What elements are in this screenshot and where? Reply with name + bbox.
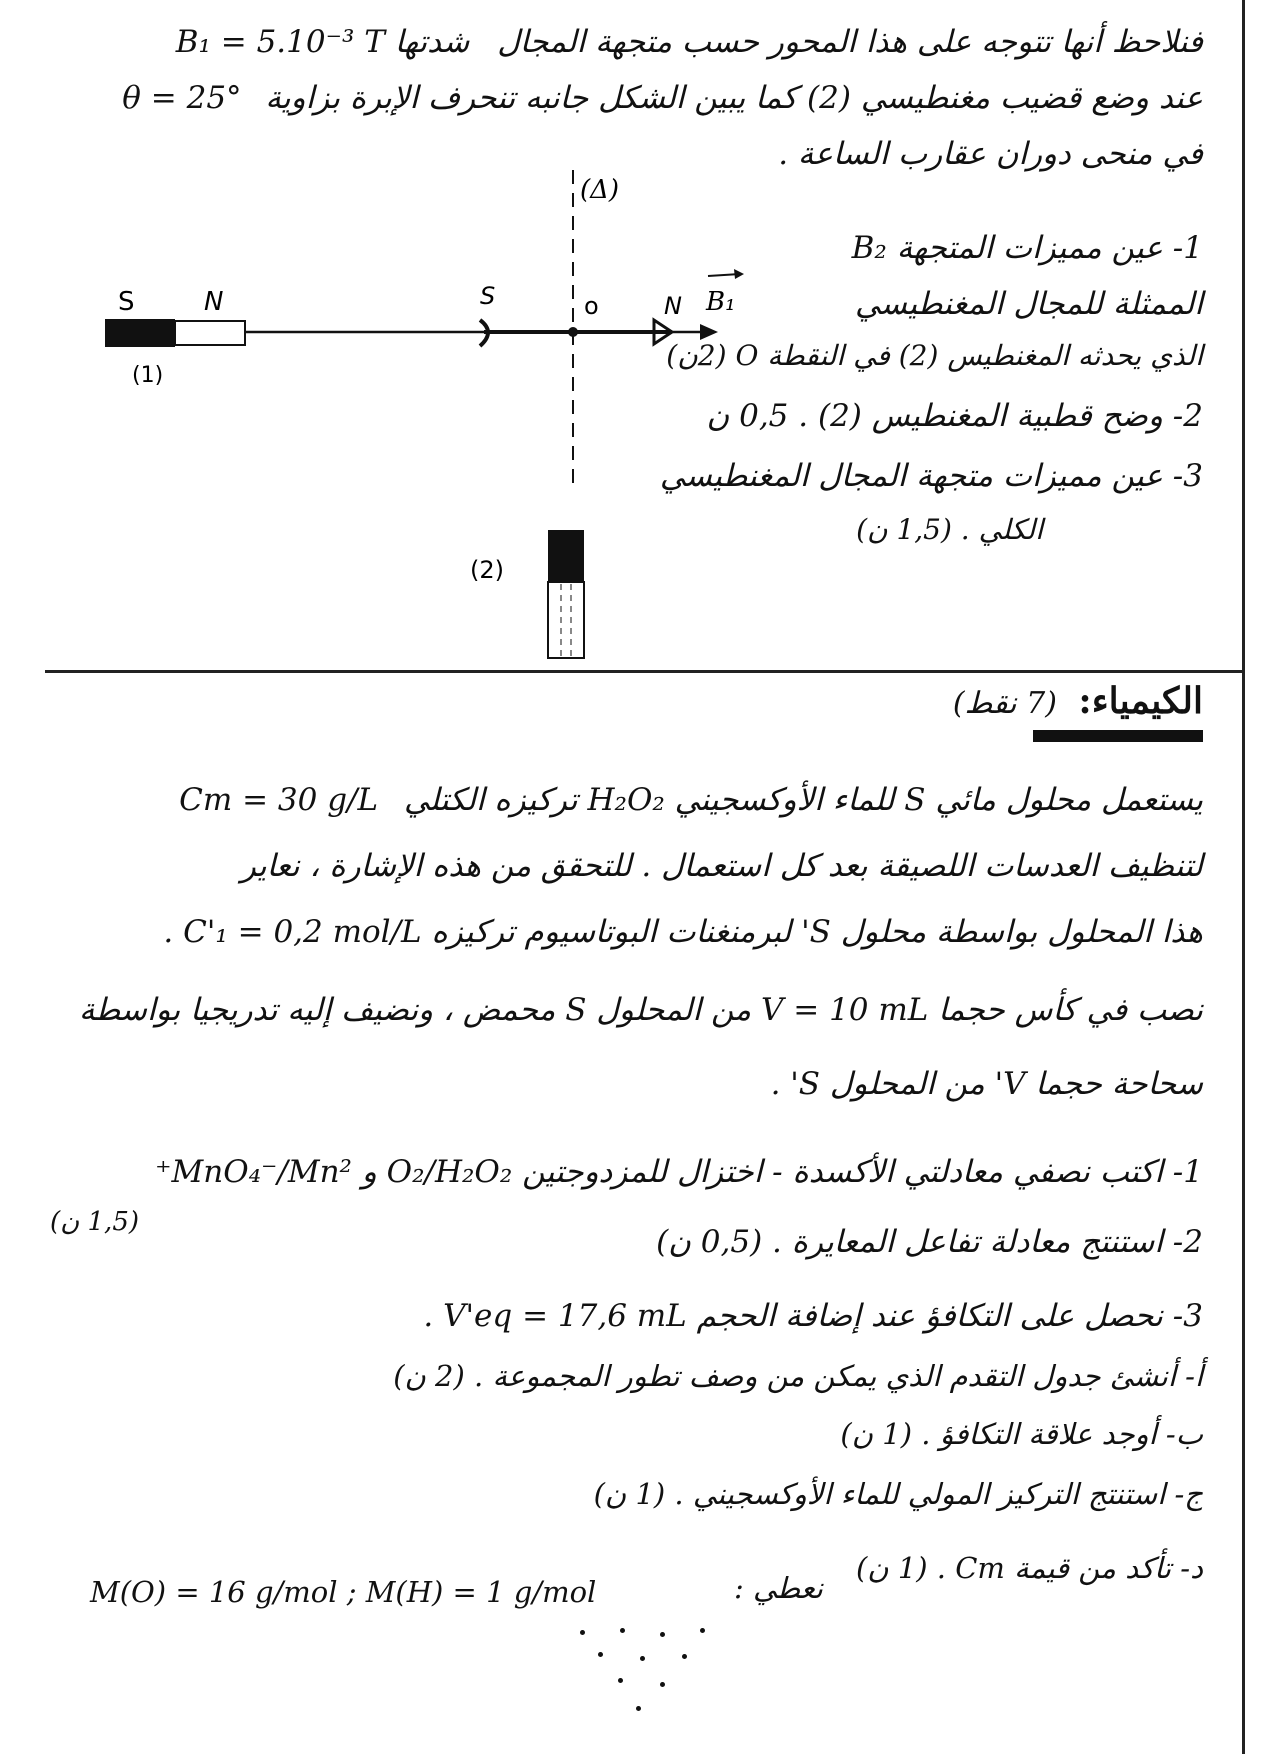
question-1a: 1- عين مميزات المتجهة B₂ (851, 230, 1203, 266)
dot (660, 1632, 665, 1637)
vector-b1-label: B₁ (706, 287, 736, 317)
dot (640, 1656, 645, 1661)
intro-line-1 (176, 22, 1203, 62)
dot (682, 1654, 687, 1659)
chem-question-1-points: (1,5 ن) (50, 1207, 140, 1237)
question-3b: الكلي . (1,5 ن) (856, 513, 1043, 546)
dot (636, 1706, 641, 1711)
magnet-figure (0, 160, 800, 670)
dot (618, 1678, 623, 1683)
chem-question-3c: ج- استنتج التركيز المولي للماء الأوكسجيني . (1 ن) (593, 1477, 1203, 1511)
chem-question-1: 1- اكتب نصفي معادلتي الأكسدة - اختزال للمزدوجتين O₂/H₂O₂ و MnO₄⁻/Mn²⁺ (155, 1154, 1203, 1190)
axis-arrowhead (700, 324, 718, 340)
question-1b: الممثلة للمجال المغنطيسي (854, 286, 1203, 322)
chem-para-5: سحاحة حجما V' من المحلول S' . (770, 1066, 1203, 1102)
dot (620, 1628, 625, 1633)
chem-para-1-text: يستعمل محلول مائي S للماء الأوكسجيني H₂O₂ تركيزه الكتلي (403, 782, 1203, 818)
intro-line-2 (122, 78, 1203, 118)
b1-value: B₁ = 5.10⁻³ T شدتها (175, 24, 470, 60)
chem-para-1 (179, 780, 1203, 820)
chemistry-points: (7 نقط) (952, 686, 1057, 721)
section-divider (45, 670, 1242, 673)
chem-question-3d: د- تأكد من قيمة Cm . (1 ن) (855, 1551, 1203, 1585)
vector-b1-arrowhead (734, 269, 744, 279)
given-values: M(O) = 16 g/mol ; M(H) = 1 g/mol (90, 1575, 597, 1609)
dot (598, 1652, 603, 1657)
question-1c: الذي يحدثه المغنطيس (2) في النقطة O (2ن) (666, 339, 1203, 372)
magnet-2-dark (548, 530, 584, 582)
chem-para-2: لتنظيف العدسات اللصيقة بعد كل استعمال . للتحقق من هذه الإشارة ، نعاير (240, 848, 1203, 884)
chem-para-4: نصب في كأس حجما V = 10 mL من المحلول S محمض ، ونضيف إليه تدريجيا بواسطة (79, 992, 1203, 1028)
chemistry-title: الكيمياء: (1078, 680, 1203, 722)
given-label: نعطي : (733, 1571, 823, 1605)
intro-line-3: في منحى دوران عقارب الساعة . (778, 136, 1203, 172)
needle-n-label: N (664, 292, 682, 320)
intro-text-2: عند وضع قضيب مغنطيسي (2) كما يبين الشكل جانبه تنحرف الإبرة بزاوية (265, 80, 1203, 116)
chem-question-2: 2- استنتج معادلة تفاعل المعايرة . (0,5 ن) (656, 1224, 1203, 1260)
theta-value: θ = 25° (122, 80, 242, 116)
delta-label: (Δ) (580, 175, 620, 205)
dot (660, 1682, 665, 1687)
heading-underline (1033, 730, 1203, 742)
needle-s-label: S (480, 282, 496, 310)
magnet-1-south (105, 319, 175, 347)
page-border-right (1242, 0, 1245, 1754)
chem-question-3b: ب- أوجد علاقة التكافؤ . (1 ن) (840, 1417, 1203, 1451)
magnet-2-label: (2) (470, 556, 504, 584)
magnet-1-label: (1) (132, 363, 164, 388)
chemistry-heading (953, 678, 1203, 727)
dot (700, 1628, 705, 1633)
point-o-label: o (584, 292, 599, 320)
chem-para-3: هذا المحلول بواسطة محلول S' لبرمنغنات البوتاسيوم تركيزه C'₁ = 0,2 mol/L . (163, 914, 1203, 950)
end-dots (560, 1620, 740, 1730)
cm-value: Cm = 30 g/L (179, 782, 379, 818)
question-2: 2- وضح قطبية المغنطيس (2) . 0,5 ن (706, 398, 1203, 434)
chem-question-3a: أ- أنشئ جدول التقدم الذي يمكن من وصف تطور المجموعة . (2 ن) (393, 1359, 1203, 1393)
dot (580, 1630, 585, 1635)
magnet-2-light (548, 582, 584, 658)
magnet-1-n-label: N (204, 287, 224, 317)
intro-text-1: فنلاحظ أنها تتوجه على هذا المحور حسب متجهة المجال (497, 24, 1203, 60)
chem-question-3: 3- نحصل على التكافؤ عند إضافة الحجم V'eq = 17,6 mL . (423, 1298, 1203, 1334)
question-3a: 3- عين مميزات متجهة المجال المغنطيسي (659, 458, 1203, 494)
point-o (568, 327, 578, 337)
magnet-1-s-label: S (118, 287, 135, 317)
magnet-1-north (175, 321, 245, 345)
